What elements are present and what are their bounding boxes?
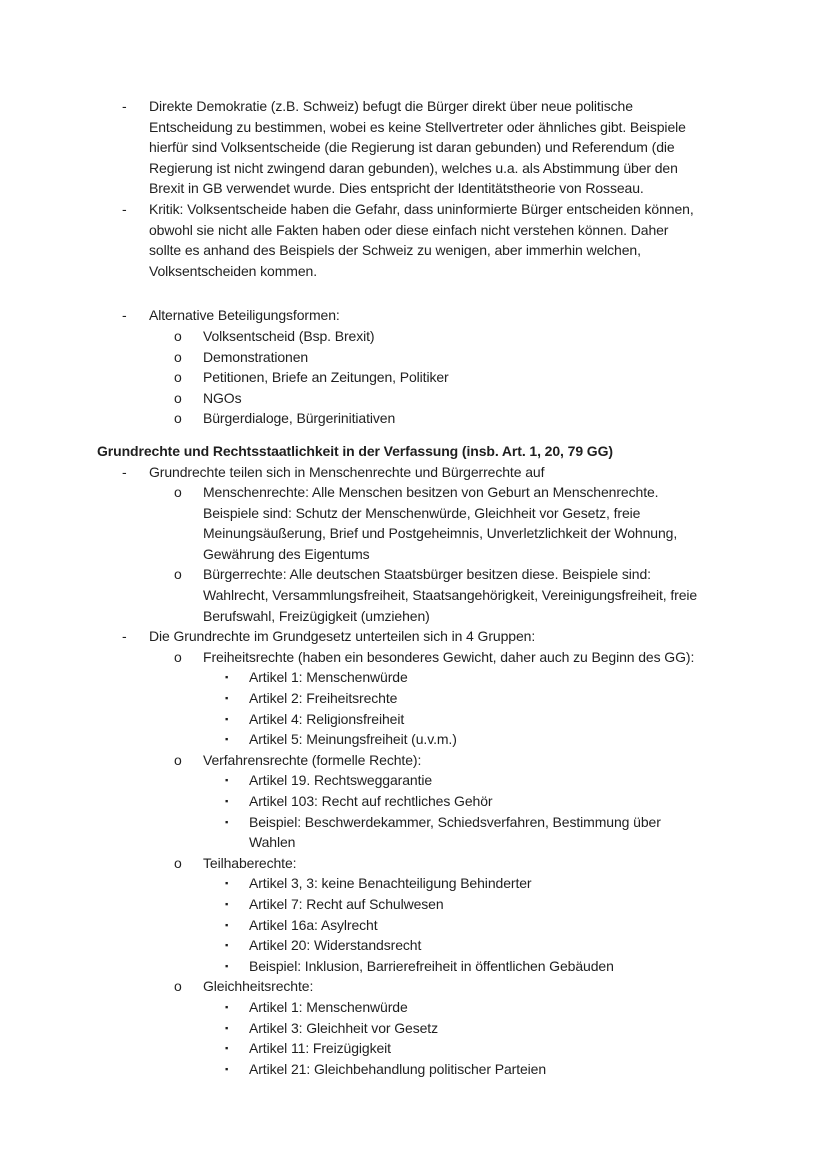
list-item-text <box>203 750 757 771</box>
list-item-line: Artikel 21: Gleichbehandlung politischer Parteien <box>249 1060 547 1077</box>
bullet-marker: ▪ <box>225 1043 229 1055</box>
list-item-line: Wahlrecht, Versammlungsfreiheit, Staatsangehörigkeit, Vereinigungsfreiheit, freie <box>203 587 698 604</box>
list-item-line: Artikel 103: Recht auf rechtliches Gehör <box>249 793 493 809</box>
list-item-level-3 <box>97 1038 757 1059</box>
list-item-line: Volksentscheiden kommen. <box>149 262 318 279</box>
bullet-marker: ▪ <box>225 940 229 952</box>
list-item-text <box>249 1059 757 1080</box>
list-item-text <box>249 915 757 936</box>
list-item-line: Meinungsäußerung, Brief und Postgeheimnis, Unverletzlichkeit der Wohnung, <box>203 525 678 542</box>
list-item-level-3 <box>97 688 757 709</box>
list-item-level-3 <box>97 709 757 730</box>
bullet-marker: o <box>174 978 182 995</box>
list-item-line: Bürgerrechte: Alle deutschen Staatsbürger besitzen diese. Beispiele sind: <box>203 566 651 583</box>
bullet-marker: ▪ <box>225 1022 229 1034</box>
list-item-line: Die Grundrechte im Grundgesetz unterteilen sich in 4 Gruppen: <box>149 628 536 645</box>
list-item-line: Regierung ist nicht zwingend daran gebunden), welches u.a. als Abstimmung über den <box>149 159 678 176</box>
paragraph-spacer <box>97 281 757 305</box>
bullet-marker: ▪ <box>225 672 229 684</box>
list-item-line: Artikel 1: Menschenwürde <box>249 669 408 686</box>
list-item-line: Verfahrensrechte (formelle Rechte): <box>203 751 422 768</box>
section-heading <box>97 441 757 462</box>
list-item-level-3 <box>97 729 757 750</box>
bullet-marker: - <box>122 463 127 480</box>
list-item-level-3 <box>97 1018 757 1039</box>
bullet-marker: - <box>122 628 127 645</box>
list-item-text <box>149 626 757 647</box>
list-item-level-3 <box>97 894 757 915</box>
list-item-text <box>203 347 757 368</box>
list-item-line: Wahlen <box>249 834 296 851</box>
list-item-line: Beispiele sind: Schutz der Menschenwürde, Gleichheit vor Gesetz, freie <box>203 504 641 521</box>
list-item-level-2 <box>97 347 757 368</box>
list-item-line: Artikel 1: Menschenwürde <box>249 998 408 1015</box>
list-item-line: hierfür sind Volksentscheide (die Regierung ist daran gebunden) und Referendum (die <box>149 139 675 156</box>
list-item-line: Menschenrechte: Alle Menschen besitzen von Geburt an Menschenrechte. <box>203 484 659 501</box>
list-item-text <box>249 812 757 853</box>
bullet-marker: ▪ <box>225 734 229 746</box>
list-item-level-2 <box>97 564 757 626</box>
list-item-level-2 <box>97 482 757 564</box>
list-item-line: Artikel 2: Freiheitsrechte <box>249 690 398 707</box>
bullet-marker: ▪ <box>225 816 229 828</box>
list-item-line: Artikel 3, 3: keine Benachteiligung Behinderter <box>249 875 532 892</box>
list-item-text <box>249 688 757 709</box>
list-item-line: Artikel 11: Freizügigkeit <box>249 1040 391 1057</box>
list-item-level-2 <box>97 388 757 409</box>
bullet-marker: ▪ <box>225 796 229 807</box>
list-item-line: Beispiel: Beschwerdekammer, Schiedsverfahren, Bestimmung über <box>249 813 661 830</box>
list-item-level-3 <box>97 935 757 956</box>
bullet-marker: ▪ <box>225 878 229 890</box>
list-item-text <box>149 96 757 199</box>
list-item-line: Artikel 20: Widerstandsrecht <box>249 937 422 954</box>
list-item-level-1 <box>97 626 757 647</box>
list-item-text <box>203 408 757 429</box>
list-item-level-3 <box>97 770 757 791</box>
list-item-level-1 <box>97 462 757 483</box>
list-item-line: Artikel 4: Religionsfreiheit <box>249 710 405 727</box>
list-item-text <box>203 482 757 564</box>
heading-line: Grundrechte und Rechtsstaatlichkeit in der Verfassung (insb. Art. 1, 20, 79 GG) <box>97 442 613 459</box>
list-item-text <box>249 873 757 894</box>
list-item-line: Freiheitsrechte (haben ein besonderes Gewicht, daher auch zu Beginn des GG): <box>203 648 695 665</box>
list-item-line: NGOs <box>203 389 242 406</box>
list-item-line: Gewährung des Eigentums <box>203 545 370 562</box>
bullet-marker: - <box>122 307 127 324</box>
list-item-text <box>249 770 757 791</box>
bullet-marker: o <box>174 566 182 583</box>
list-item-text <box>249 1038 757 1059</box>
bullet-marker: o <box>174 751 182 768</box>
list-item-level-3 <box>97 873 757 894</box>
bullet-marker: o <box>174 348 182 365</box>
list-item-text <box>203 853 757 874</box>
list-item-level-2 <box>97 326 757 347</box>
list-item-level-3 <box>97 956 757 977</box>
bullet-marker: o <box>174 854 182 871</box>
list-item-level-3 <box>97 667 757 688</box>
list-item-text <box>249 956 757 977</box>
list-item-text <box>203 388 757 409</box>
list-item-level-1 <box>97 199 757 281</box>
paragraph-spacer <box>97 429 757 441</box>
bullet-marker: ▪ <box>225 898 229 910</box>
bullet-marker: ▪ <box>225 693 229 705</box>
list-item-text <box>149 305 757 326</box>
bullet-marker: ▪ <box>225 1001 229 1013</box>
list-item-level-3 <box>97 915 757 936</box>
list-item-text <box>149 199 757 281</box>
list-item-line: Artikel 7: Recht auf Schulwesen <box>249 895 444 912</box>
bullet-marker: o <box>174 369 182 386</box>
list-item-text <box>249 894 757 915</box>
list-item-level-2 <box>97 750 757 771</box>
list-item-line: Entscheidung zu bestimmen, wobei es keine Stellvertreter oder ähnliches gibt. Beispiele <box>149 118 686 135</box>
list-item-level-3 <box>97 997 757 1018</box>
document-body <box>97 96 757 1079</box>
list-item-text <box>203 326 757 347</box>
list-item-line: Bürgerdialoge, Bürgerinitiativen <box>203 410 396 427</box>
list-item-text <box>203 367 757 388</box>
list-item-line: Brexit in GB verwendet wurde. Dies entspricht der Identitätstheorie von Rosseau. <box>149 180 644 197</box>
list-item-level-3 <box>97 1059 757 1080</box>
bullet-marker: o <box>174 648 182 665</box>
list-item-text <box>249 1018 757 1039</box>
list-item-line: obwohl sie nicht alle Fakten haben oder diese einfach nicht verstehen können. Daher <box>149 221 669 238</box>
list-item-line: Teilhaberechte: <box>203 854 297 871</box>
list-item-level-1 <box>97 96 757 199</box>
list-item-line: Alternative Beteiligungsformen: <box>149 307 340 324</box>
list-item-line: Artikel 5: Meinungsfreiheit (u.v.m.) <box>249 731 457 748</box>
list-item-level-2 <box>97 367 757 388</box>
list-item-level-3 <box>97 791 757 812</box>
list-item-text <box>149 462 757 483</box>
list-item-line: Artikel 16a: Asylrecht <box>249 916 378 933</box>
list-item-level-2 <box>97 647 757 668</box>
list-item-line: sollte es anhand des Beispiels der Schweiz zu wenigen, aber immerhin welchen, <box>149 242 641 259</box>
list-item-line: Beispiel: Inklusion, Barrierefreiheit in öffentlichen Gebäuden <box>249 957 614 974</box>
bullet-marker: ▪ <box>225 775 229 787</box>
bullet-marker: o <box>174 327 182 344</box>
list-item-line: Direkte Demokratie (z.B. Schweiz) befugt die Bürger direkt über neue politische <box>149 98 633 114</box>
list-item-level-3 <box>97 812 757 853</box>
bullet-marker: - <box>122 98 127 114</box>
list-item-text <box>203 647 757 668</box>
list-item-text <box>203 976 757 997</box>
list-item-text <box>203 564 757 626</box>
bullet-marker: ▪ <box>225 1063 229 1075</box>
bullet-marker: o <box>174 484 182 501</box>
bullet-marker: o <box>174 410 182 427</box>
list-item-line: Kritik: Volksentscheide haben die Gefahr, dass uninformierte Bürger entscheiden können, <box>149 200 694 217</box>
list-item-text <box>249 729 757 750</box>
list-item-text <box>249 997 757 1018</box>
list-item-line: Demonstrationen <box>203 348 309 365</box>
list-item-line: Berufswahl, Freizügigkeit (umziehen) <box>203 607 430 624</box>
list-item-level-2 <box>97 408 757 429</box>
list-item-line: Gleichheitsrechte: <box>203 978 314 995</box>
list-item-level-1 <box>97 305 757 326</box>
bullet-marker: o <box>174 389 182 406</box>
list-item-text <box>249 791 757 812</box>
bullet-marker: - <box>122 200 127 217</box>
list-item-level-2 <box>97 853 757 874</box>
list-item-line: Artikel 3: Gleichheit vor Gesetz <box>249 1019 438 1036</box>
list-item-line: Petitionen, Briefe an Zeitungen, Politiker <box>203 369 449 386</box>
list-item-text <box>249 935 757 956</box>
bullet-marker: ▪ <box>225 960 229 972</box>
list-item-line: Volksentscheid (Bsp. Brexit) <box>203 327 375 344</box>
list-item-text <box>249 709 757 730</box>
list-item-level-2 <box>97 976 757 997</box>
bullet-marker: ▪ <box>225 713 229 725</box>
list-item-line: Grundrechte teilen sich in Menschenrechte und Bürgerrechte auf <box>149 463 545 480</box>
bullet-marker: ▪ <box>225 919 229 931</box>
list-item-line: Artikel 19. Rechtsweggarantie <box>249 772 433 789</box>
list-item-text <box>249 667 757 688</box>
